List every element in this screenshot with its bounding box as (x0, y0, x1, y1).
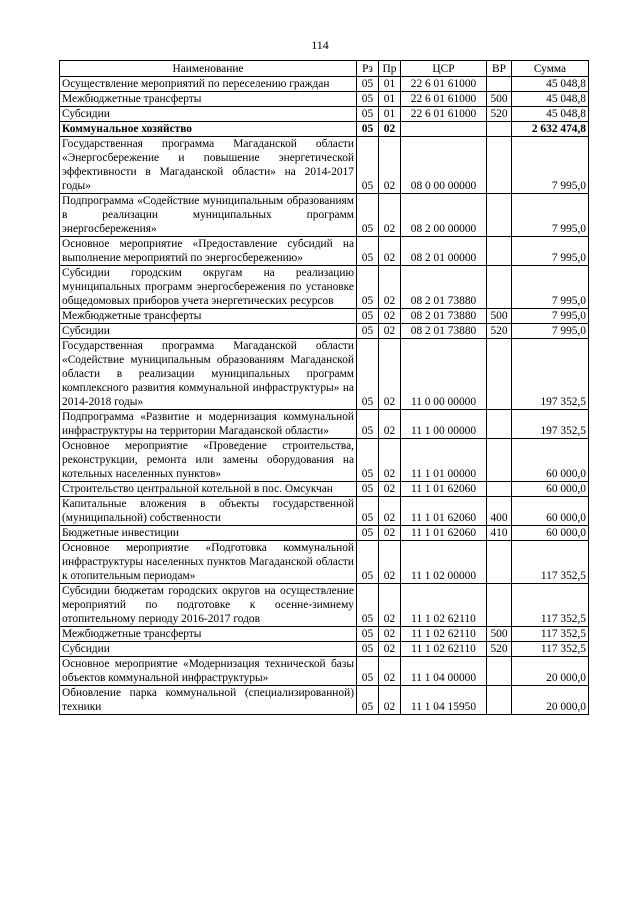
cell-sum: 7 995,0 (512, 194, 589, 237)
table-row (60, 309, 589, 324)
cell-pr: 02 (379, 237, 401, 266)
table-row (60, 482, 589, 497)
cell-name: Основное мероприятие «Подготовка коммунальной инфраструктуры населенных пунктов Магаданской области к отопительным периодам» (60, 541, 357, 584)
cell-sum: 2 632 474,8 (512, 122, 589, 137)
cell-sum: 117 352,5 (512, 541, 589, 584)
table-row (60, 541, 589, 584)
cell-name: Подпрограмма «Содействие муниципальным образованиям в реализации муниципальных программ энергосбережения» (60, 194, 357, 237)
cell-vr: 400 (487, 497, 512, 526)
cell-pr: 02 (379, 122, 401, 137)
cell-rz: 05 (357, 497, 379, 526)
cell-csr: 08 2 00 00000 (401, 194, 487, 237)
table-row (60, 584, 589, 627)
cell-rz: 05 (357, 627, 379, 642)
cell-vr: 520 (487, 324, 512, 339)
table-row (60, 107, 589, 122)
cell-sum: 45 048,8 (512, 92, 589, 107)
cell-pr: 02 (379, 439, 401, 482)
cell-vr (487, 410, 512, 439)
table-row (60, 410, 589, 439)
cell-sum: 117 352,5 (512, 627, 589, 642)
cell-name: Основное мероприятие «Проведение строительства, реконструкции, ремонта или замены оборудования на котельных населенных пунктов» (60, 439, 357, 482)
cell-name: Государственная программа Магаданской области «Содействие муниципальным образованиям Магаданской области в реализации муниципальных программ комплексного развития коммунальной инфраструктуры» на 2014-2018 годы» (60, 339, 357, 410)
header-csr: ЦСР (401, 61, 487, 77)
cell-name: Основное мероприятие «Предоставление субсидий на выполнение мероприятий по энергосбережению» (60, 237, 357, 266)
cell-vr (487, 77, 512, 92)
cell-csr: 08 2 01 00000 (401, 237, 487, 266)
cell-vr (487, 686, 512, 715)
header-name: Наименование (60, 61, 357, 77)
cell-csr: 22 6 01 61000 (401, 92, 487, 107)
cell-rz: 05 (357, 194, 379, 237)
cell-name: Коммунальное хозяйство (60, 122, 357, 137)
cell-sum: 7 995,0 (512, 324, 589, 339)
cell-rz: 05 (357, 584, 379, 627)
cell-sum: 7 995,0 (512, 237, 589, 266)
cell-pr: 02 (379, 339, 401, 410)
cell-rz: 05 (357, 77, 379, 92)
cell-vr: 500 (487, 627, 512, 642)
cell-rz: 05 (357, 92, 379, 107)
cell-rz: 05 (357, 237, 379, 266)
table-row (60, 627, 589, 642)
table-row (60, 266, 589, 309)
cell-rz: 05 (357, 526, 379, 541)
table-row (60, 526, 589, 541)
cell-csr: 11 1 01 62060 (401, 526, 487, 541)
cell-sum: 20 000,0 (512, 657, 589, 686)
cell-pr: 02 (379, 642, 401, 657)
header-rz: Рз (357, 61, 379, 77)
cell-rz: 05 (357, 107, 379, 122)
cell-name: Государственная программа Магаданской области «Энергосбережение и повышение энергетической эффективности в Магаданской области» на 2014-2017 годы» (60, 137, 357, 194)
cell-csr (401, 122, 487, 137)
cell-name: Субсидии бюджетам городских округов на осуществление мероприятий по подготовке к осенне-зимнему отопительному периоду 2016-2017 годов (60, 584, 357, 627)
cell-name: Строительство центральной котельной в пос. Омсукчан (60, 482, 357, 497)
cell-csr: 22 6 01 61000 (401, 107, 487, 122)
cell-sum: 45 048,8 (512, 107, 589, 122)
cell-sum: 117 352,5 (512, 642, 589, 657)
table-row (60, 324, 589, 339)
cell-rz: 05 (357, 657, 379, 686)
cell-sum: 45 048,8 (512, 77, 589, 92)
cell-csr: 08 2 01 73880 (401, 309, 487, 324)
cell-csr: 11 1 01 00000 (401, 439, 487, 482)
cell-sum: 7 995,0 (512, 137, 589, 194)
cell-pr: 02 (379, 324, 401, 339)
header-vr: ВР (487, 61, 512, 77)
cell-vr: 500 (487, 309, 512, 324)
cell-vr (487, 137, 512, 194)
cell-vr (487, 339, 512, 410)
cell-vr (487, 194, 512, 237)
cell-sum: 7 995,0 (512, 309, 589, 324)
cell-rz: 05 (357, 122, 379, 137)
cell-vr (487, 266, 512, 309)
table-row (60, 497, 589, 526)
cell-vr (487, 482, 512, 497)
cell-name: Межбюджетные трансферты (60, 627, 357, 642)
table-body (60, 77, 589, 715)
cell-vr: 520 (487, 107, 512, 122)
cell-csr: 08 2 01 73880 (401, 324, 487, 339)
cell-name: Основное мероприятие «Модернизация технической базы объектов коммунальной инфраструктуры» (60, 657, 357, 686)
cell-pr: 02 (379, 526, 401, 541)
cell-pr: 02 (379, 584, 401, 627)
cell-rz: 05 (357, 541, 379, 584)
cell-vr (487, 584, 512, 627)
cell-pr: 02 (379, 482, 401, 497)
cell-pr: 02 (379, 410, 401, 439)
cell-vr: 410 (487, 526, 512, 541)
cell-pr: 02 (379, 627, 401, 642)
cell-csr: 11 1 02 62110 (401, 642, 487, 657)
cell-pr: 02 (379, 266, 401, 309)
cell-name: Капитальные вложения в объекты государственной (муниципальной) собственности (60, 497, 357, 526)
cell-vr (487, 439, 512, 482)
table-row (60, 92, 589, 107)
cell-rz: 05 (357, 339, 379, 410)
cell-sum: 117 352,5 (512, 584, 589, 627)
table-header-row (60, 61, 589, 77)
cell-rz: 05 (357, 642, 379, 657)
cell-rz: 05 (357, 439, 379, 482)
table-row (60, 439, 589, 482)
page-number: 114 (311, 38, 329, 52)
cell-sum: 7 995,0 (512, 266, 589, 309)
cell-name: Субсидии (60, 324, 357, 339)
table-row (60, 194, 589, 237)
table-row (60, 237, 589, 266)
cell-sum: 60 000,0 (512, 497, 589, 526)
cell-csr: 08 0 00 00000 (401, 137, 487, 194)
cell-vr (487, 541, 512, 584)
cell-pr: 01 (379, 107, 401, 122)
cell-rz: 05 (357, 482, 379, 497)
cell-pr: 02 (379, 194, 401, 237)
cell-name: Межбюджетные трансферты (60, 309, 357, 324)
table-row (60, 642, 589, 657)
budget-table (59, 60, 589, 715)
table-row (60, 686, 589, 715)
cell-name: Бюджетные инвестиции (60, 526, 357, 541)
cell-csr: 11 1 02 00000 (401, 541, 487, 584)
cell-pr: 02 (379, 497, 401, 526)
cell-sum: 20 000,0 (512, 686, 589, 715)
cell-csr: 11 1 01 62060 (401, 482, 487, 497)
table-row (60, 339, 589, 410)
header-sum: Сумма (512, 61, 589, 77)
cell-rz: 05 (357, 410, 379, 439)
cell-name: Межбюджетные трансферты (60, 92, 357, 107)
cell-vr (487, 122, 512, 137)
cell-name: Субсидии (60, 642, 357, 657)
cell-rz: 05 (357, 309, 379, 324)
cell-pr: 02 (379, 137, 401, 194)
table-row (60, 77, 589, 92)
cell-csr: 11 1 04 15950 (401, 686, 487, 715)
cell-vr (487, 657, 512, 686)
table-row (60, 122, 589, 137)
cell-csr: 22 6 01 61000 (401, 77, 487, 92)
cell-pr: 01 (379, 77, 401, 92)
cell-sum: 197 352,5 (512, 339, 589, 410)
cell-rz: 05 (357, 686, 379, 715)
cell-name: Подпрограмма «Развитие и модернизация коммунальной инфраструктуры на территории Магаданской области» (60, 410, 357, 439)
cell-name: Субсидии (60, 107, 357, 122)
cell-pr: 02 (379, 309, 401, 324)
cell-vr: 520 (487, 642, 512, 657)
cell-rz: 05 (357, 266, 379, 309)
cell-pr: 02 (379, 686, 401, 715)
cell-csr: 11 1 01 62060 (401, 497, 487, 526)
cell-pr: 02 (379, 541, 401, 584)
cell-rz: 05 (357, 324, 379, 339)
cell-vr (487, 237, 512, 266)
cell-rz: 05 (357, 137, 379, 194)
cell-csr: 11 1 02 62110 (401, 627, 487, 642)
cell-vr: 500 (487, 92, 512, 107)
table-row (60, 137, 589, 194)
cell-sum: 197 352,5 (512, 410, 589, 439)
cell-csr: 11 0 00 00000 (401, 339, 487, 410)
cell-csr: 11 1 02 62110 (401, 584, 487, 627)
cell-pr: 01 (379, 92, 401, 107)
cell-name: Обновление парка коммунальной (специализированной) техники (60, 686, 357, 715)
cell-csr: 11 1 04 00000 (401, 657, 487, 686)
table-row (60, 657, 589, 686)
header-pr: Пр (379, 61, 401, 77)
cell-name: Субсидии городским округам на реализацию муниципальных программ энергосбережения по установке общедомовых приборов учета энергетических ресурсов (60, 266, 357, 309)
cell-sum: 60 000,0 (512, 526, 589, 541)
cell-name: Осуществление мероприятий по переселению граждан (60, 77, 357, 92)
cell-pr: 02 (379, 657, 401, 686)
cell-sum: 60 000,0 (512, 482, 589, 497)
cell-csr: 11 1 00 00000 (401, 410, 487, 439)
cell-csr: 08 2 01 73880 (401, 266, 487, 309)
cell-sum: 60 000,0 (512, 439, 589, 482)
